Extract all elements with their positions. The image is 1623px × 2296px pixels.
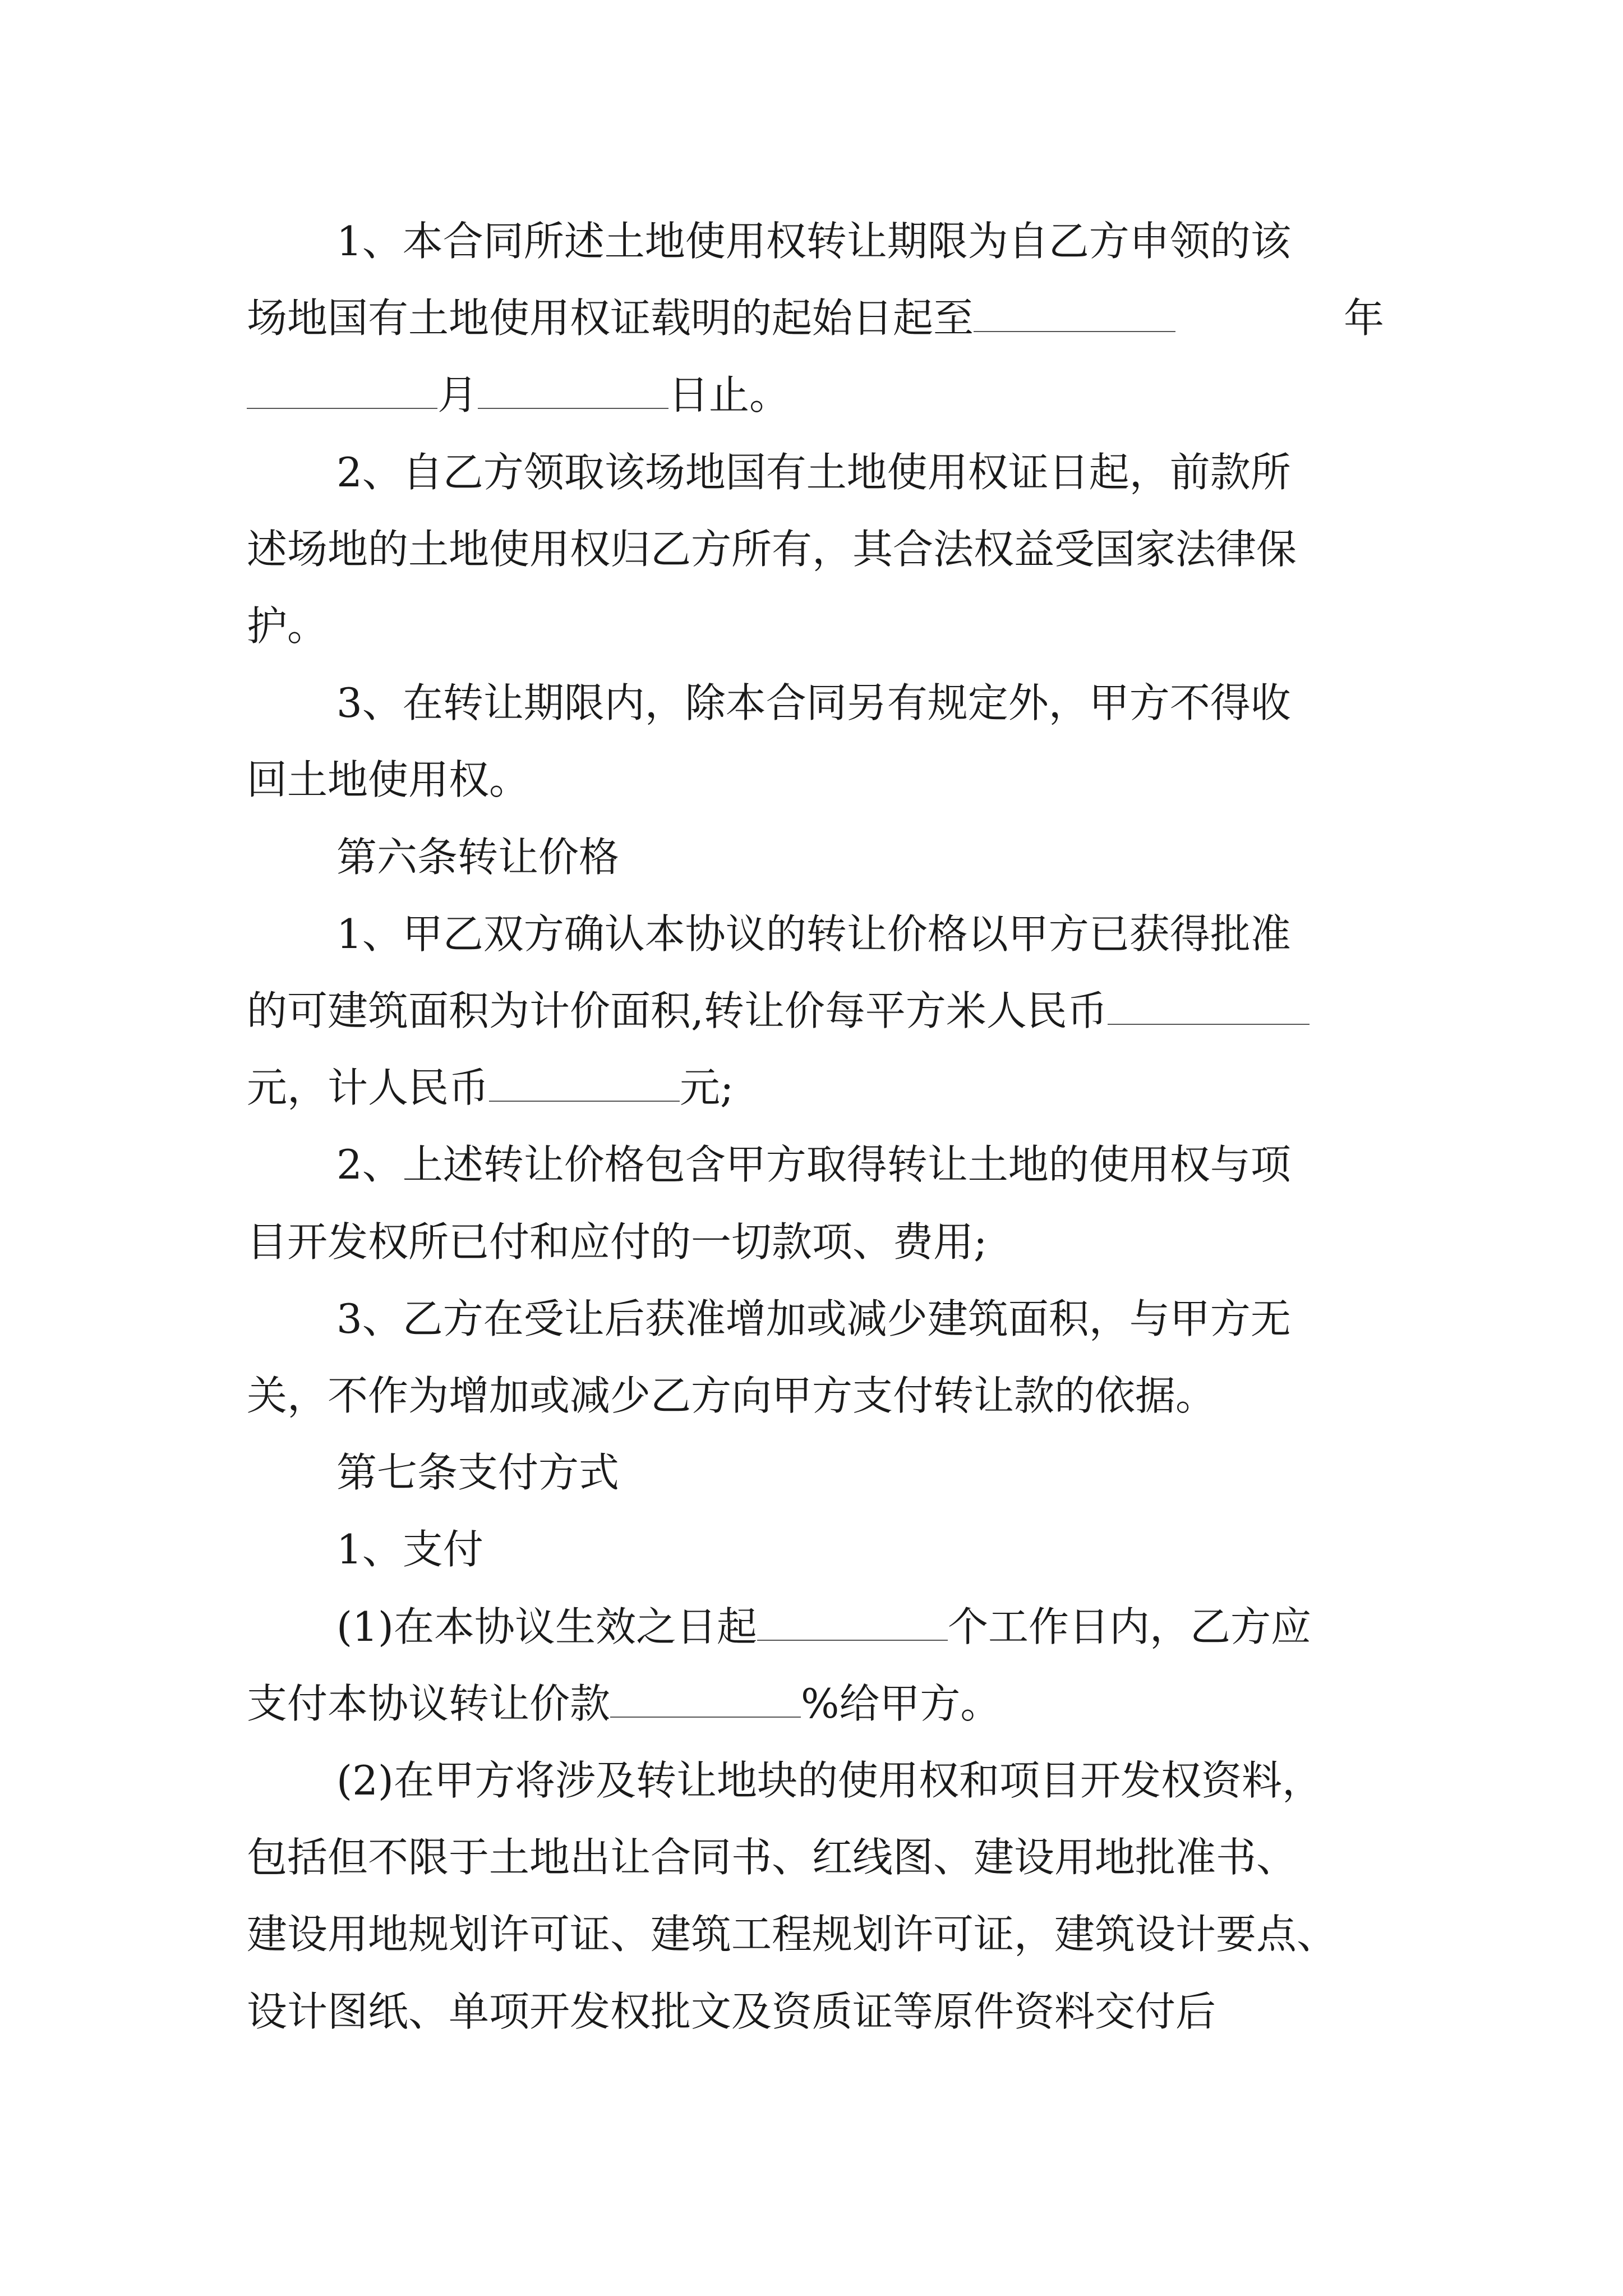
text-line — [247, 598, 1623, 654]
text-line — [247, 1829, 1623, 1885]
paragraph-text: 的可建筑面积为计价面积,转让价每平方米人民币 — [247, 987, 1108, 1034]
paragraph-text: 元，计人民币 — [247, 1064, 490, 1111]
text-line — [247, 1984, 1623, 2040]
text-line — [336, 1137, 1623, 1193]
paragraph-text: 2、上述转让价格包含甲方取得转让土地的使用权与项 — [336, 1141, 1291, 1188]
text-line — [336, 1752, 1623, 1809]
paragraph-text: 场地国有土地使用权证载明的起始日起至 — [247, 295, 974, 342]
text-line — [336, 213, 1623, 269]
fill-in-blank — [1108, 987, 1310, 1025]
fill-in-blank — [247, 371, 437, 409]
paragraph-text: 1、甲乙双方确认本协议的转让价格以甲方已获得批准 — [336, 910, 1291, 958]
paragraph-text: 建设用地规划许可证、建筑工程规划许可证，建筑设计要点、 — [247, 1911, 1338, 1958]
heading-text: 第七条支付方式 — [336, 1449, 620, 1496]
paragraph-text: 述场地的土地使用权归乙方所有，其合法权益受国家法律保 — [247, 526, 1297, 573]
text-line — [247, 1906, 1623, 1962]
paragraph-text: 设计图纸、单项开发权批文及资质证等原件资料交付后 — [247, 1988, 1216, 2035]
paragraph-text: 护。 — [247, 602, 328, 650]
paragraph-text: 日止。 — [668, 371, 790, 418]
fill-in-blank — [478, 371, 668, 409]
text-line — [247, 1214, 1623, 1270]
text-line — [247, 983, 1623, 1039]
section-heading — [336, 829, 1623, 885]
fill-in-blank — [974, 294, 1175, 332]
paragraph-text: 月 — [437, 371, 478, 418]
text-line — [247, 1676, 1623, 1732]
text-line — [336, 675, 1623, 731]
text-line — [336, 1291, 1623, 1347]
heading-text: 第六条转让价格 — [336, 834, 620, 881]
fill-in-blank — [489, 1064, 680, 1102]
text-line — [336, 1599, 1623, 1655]
text-line — [336, 444, 1623, 500]
fill-in-blank — [757, 1603, 948, 1641]
paragraph-text: 元; — [680, 1064, 734, 1111]
paragraph-text: 1、本合同所述土地使用权转让期限为自乙方申领的该 — [336, 218, 1291, 265]
text-line — [247, 367, 1623, 423]
paragraph-text: 3、在转让期限内，除本合同另有规定外，甲方不得收 — [336, 679, 1291, 726]
fill-in-blank — [610, 1680, 801, 1718]
paragraph-text: 个工作日内，乙方应 — [948, 1603, 1312, 1650]
paragraph-text: 1、支付 — [336, 1526, 483, 1573]
paragraph-text: 2、自乙方领取该场地国有土地使用权证日起，前款所 — [336, 449, 1291, 496]
text-line — [1344, 290, 1623, 346]
paragraph-text: 包括但不限于土地出让合同书、红线图、建设用地批准书、 — [247, 1834, 1297, 1881]
paragraph-text: 支付本协议转让价款 — [247, 1680, 611, 1727]
text-line — [336, 1521, 1623, 1577]
paragraph-text: (1)在本协议生效之日起 — [336, 1603, 757, 1650]
paragraph-text: %给甲方。 — [801, 1680, 1001, 1727]
paragraph-text: 回土地使用权。 — [247, 756, 530, 803]
section-heading — [336, 1444, 1623, 1501]
text-line — [247, 521, 1623, 577]
text-line — [336, 906, 1623, 962]
text-line — [247, 1060, 1623, 1116]
paragraph-text: 关，不作为增加或减少乙方向甲方支付转让款的依据。 — [247, 1372, 1216, 1419]
paragraph-text: 年 — [1344, 295, 1385, 342]
paragraph-text: 目开发权所已付和应付的一切款项、费用; — [247, 1218, 988, 1266]
paragraph-text: (2)在甲方将涉及转让地块的使用权和项目开发权资料， — [336, 1757, 1322, 1804]
paragraph-text: 3、乙方在受让后获准增加或减少建筑面积，与甲方无 — [336, 1295, 1291, 1342]
text-line — [247, 752, 1623, 808]
text-line — [247, 1368, 1623, 1424]
